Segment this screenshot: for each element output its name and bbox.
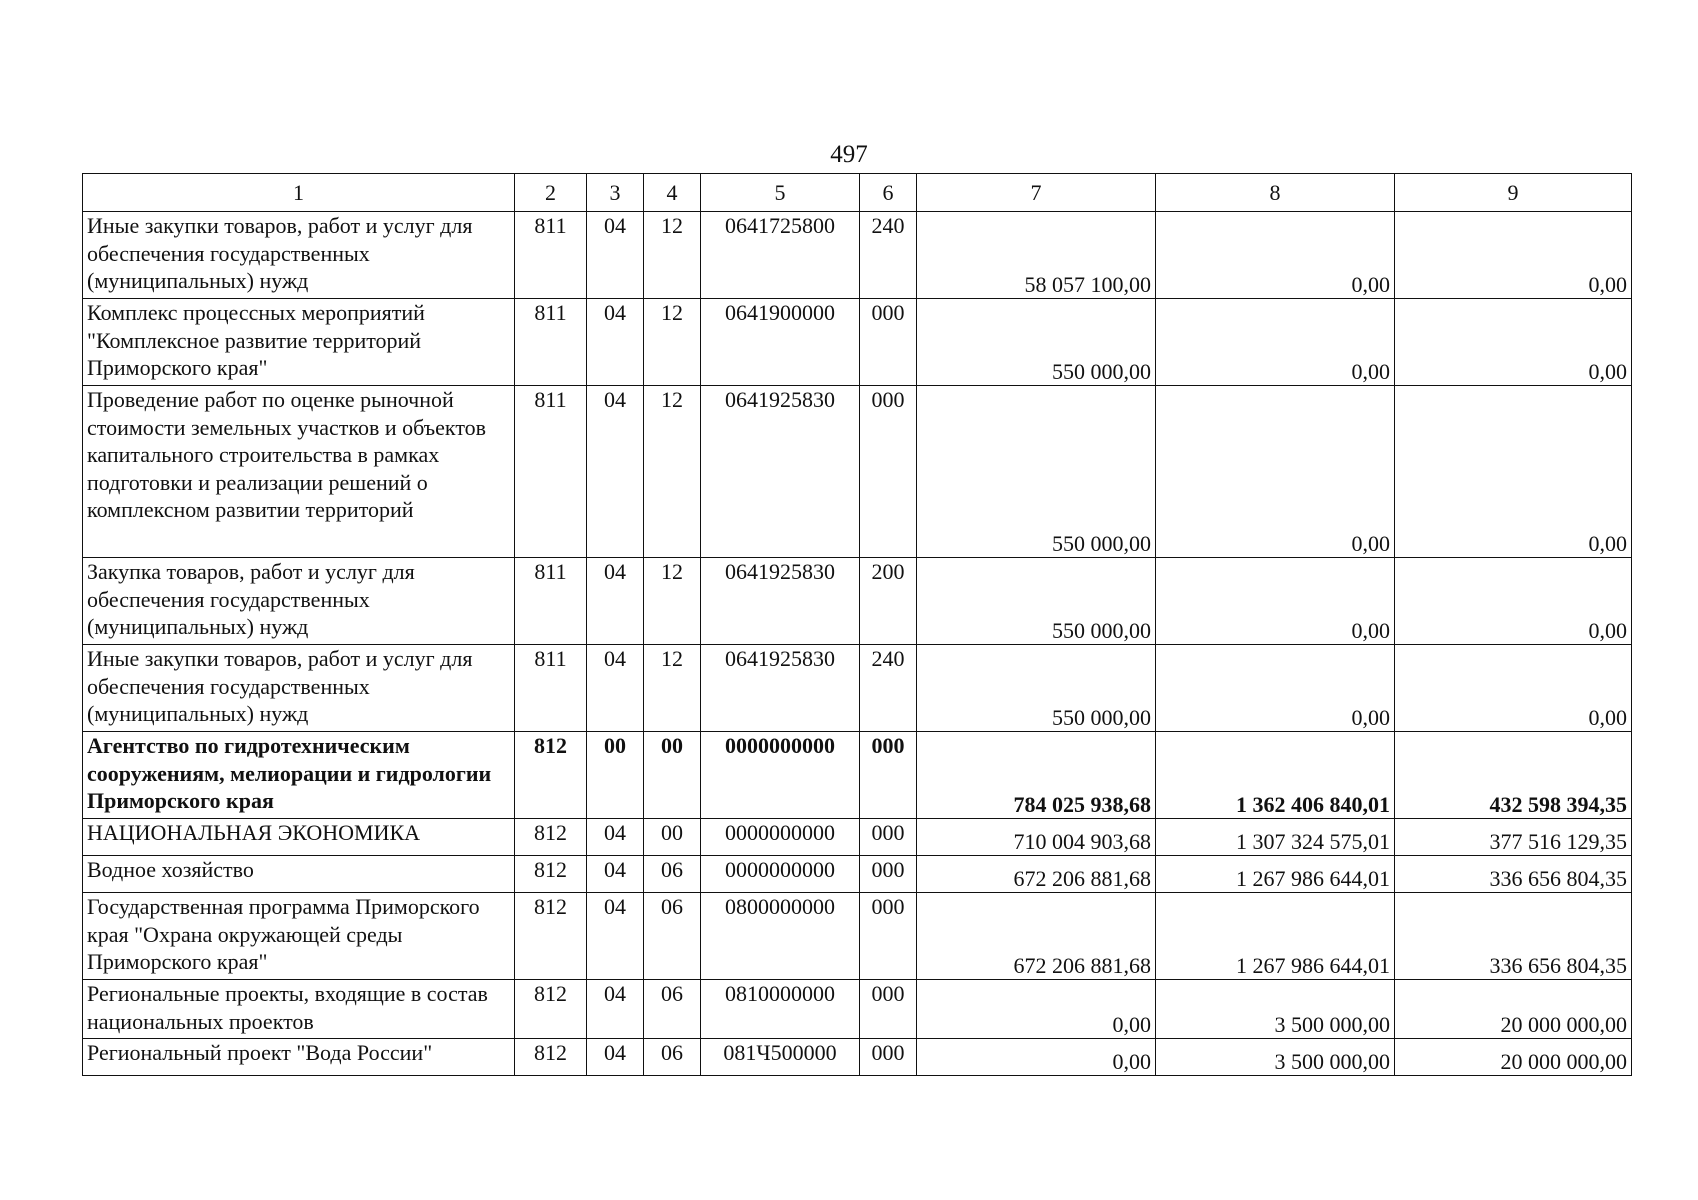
cell-code-5: 0800000000	[701, 893, 860, 980]
cell-sum-8: 1 267 986 644,01	[1156, 856, 1395, 893]
table-row	[83, 980, 1632, 1039]
cell-code-4: 06	[644, 980, 701, 1039]
cell-sum-7: 672 206 881,68	[917, 856, 1156, 893]
cell-sum-9: 0,00	[1395, 299, 1632, 386]
column-header: 6	[860, 174, 917, 212]
table-row	[83, 1039, 1632, 1076]
cell-code-6: 240	[860, 212, 917, 299]
column-header: 5	[701, 174, 860, 212]
column-header: 9	[1395, 174, 1632, 212]
cell-code-4: 00	[644, 732, 701, 819]
cell-sum-9: 0,00	[1395, 212, 1632, 299]
row-name: Иные закупки товаров, работ и услуг для обеспечения государственных (муниципальных) нужд	[83, 645, 515, 732]
cell-code-2: 812	[515, 1039, 587, 1076]
cell-code-5: 081Ч500000	[701, 1039, 860, 1076]
column-header: 2	[515, 174, 587, 212]
table-row	[83, 558, 1632, 645]
cell-code-6: 000	[860, 386, 917, 558]
cell-code-5: 0641925830	[701, 386, 860, 558]
cell-code-3: 04	[587, 1039, 644, 1076]
cell-code-2: 811	[515, 386, 587, 558]
cell-sum-9: 0,00	[1395, 645, 1632, 732]
cell-code-6: 000	[860, 732, 917, 819]
cell-sum-7: 784 025 938,68	[917, 732, 1156, 819]
cell-code-3: 04	[587, 645, 644, 732]
column-header: 4	[644, 174, 701, 212]
cell-code-5: 0641725800	[701, 212, 860, 299]
cell-code-3: 04	[587, 386, 644, 558]
cell-sum-7: 550 000,00	[917, 386, 1156, 558]
cell-code-6: 000	[860, 980, 917, 1039]
cell-sum-9: 336 656 804,35	[1395, 893, 1632, 980]
cell-sum-9: 0,00	[1395, 558, 1632, 645]
row-name: Комплекс процессных мероприятий "Комплексное развитие территорий Приморского края"	[83, 299, 515, 386]
column-header: 8	[1156, 174, 1395, 212]
cell-code-5: 0641925830	[701, 645, 860, 732]
cell-code-2: 812	[515, 819, 587, 856]
cell-sum-9: 432 598 394,35	[1395, 732, 1632, 819]
cell-sum-8: 0,00	[1156, 299, 1395, 386]
cell-code-2: 811	[515, 645, 587, 732]
table-row	[83, 212, 1632, 299]
cell-sum-8: 0,00	[1156, 645, 1395, 732]
cell-sum-8: 0,00	[1156, 558, 1395, 645]
cell-code-4: 00	[644, 819, 701, 856]
cell-sum-8: 1 362 406 840,01	[1156, 732, 1395, 819]
cell-code-3: 04	[587, 558, 644, 645]
cell-code-5: 0000000000	[701, 856, 860, 893]
cell-code-3: 04	[587, 893, 644, 980]
cell-code-6: 000	[860, 1039, 917, 1076]
cell-code-3: 04	[587, 980, 644, 1039]
row-name: Закупка товаров, работ и услуг для обеспечения государственных (муниципальных) нужд	[83, 558, 515, 645]
cell-sum-7: 550 000,00	[917, 558, 1156, 645]
cell-code-4: 06	[644, 1039, 701, 1076]
cell-code-3: 04	[587, 299, 644, 386]
cell-code-4: 12	[644, 299, 701, 386]
column-header: 7	[917, 174, 1156, 212]
row-name: Государственная программа Приморского края "Охрана окружающей среды Приморского края"	[83, 893, 515, 980]
table-row	[83, 856, 1632, 893]
table-row	[83, 893, 1632, 980]
cell-sum-9: 20 000 000,00	[1395, 1039, 1632, 1076]
row-name: Региональный проект "Вода России"	[83, 1039, 515, 1076]
cell-sum-8: 0,00	[1156, 386, 1395, 558]
cell-code-6: 200	[860, 558, 917, 645]
table-header-row	[83, 174, 1632, 212]
cell-code-6: 000	[860, 299, 917, 386]
column-header: 1	[83, 174, 515, 212]
cell-sum-7: 0,00	[917, 1039, 1156, 1076]
cell-code-5: 0641925830	[701, 558, 860, 645]
cell-code-2: 812	[515, 893, 587, 980]
table-row	[83, 386, 1632, 558]
cell-sum-8: 1 307 324 575,01	[1156, 819, 1395, 856]
page-number: 497	[830, 141, 868, 168]
cell-code-4: 12	[644, 386, 701, 558]
row-name: Водное хозяйство	[83, 856, 515, 893]
cell-sum-7: 58 057 100,00	[917, 212, 1156, 299]
cell-sum-7: 710 004 903,68	[917, 819, 1156, 856]
cell-code-5: 0641900000	[701, 299, 860, 386]
cell-sum-9: 377 516 129,35	[1395, 819, 1632, 856]
cell-code-3: 04	[587, 212, 644, 299]
row-name: Региональные проекты, входящие в состав национальных проектов	[83, 980, 515, 1039]
row-name: Проведение работ по оценке рыночной стоимости земельных участков и объектов капитального строительства в рамках подготовки и реализации решений о комплексном развитии территорий	[83, 386, 515, 558]
cell-sum-9: 0,00	[1395, 386, 1632, 558]
table-row	[83, 732, 1632, 819]
cell-code-3: 04	[587, 856, 644, 893]
cell-code-4: 06	[644, 893, 701, 980]
budget-table	[82, 173, 1632, 1076]
cell-code-2: 812	[515, 732, 587, 819]
table-row	[83, 299, 1632, 386]
cell-code-4: 12	[644, 212, 701, 299]
cell-sum-9: 20 000 000,00	[1395, 980, 1632, 1039]
cell-code-5: 0000000000	[701, 732, 860, 819]
cell-sum-8: 0,00	[1156, 212, 1395, 299]
cell-sum-7: 550 000,00	[917, 299, 1156, 386]
cell-code-2: 811	[515, 558, 587, 645]
row-name: Агентство по гидротехническим сооружениям, мелиорации и гидрологии Приморского края	[83, 732, 515, 819]
cell-code-4: 12	[644, 558, 701, 645]
cell-code-4: 12	[644, 645, 701, 732]
cell-code-5: 0000000000	[701, 819, 860, 856]
cell-code-6: 240	[860, 645, 917, 732]
column-header: 3	[587, 174, 644, 212]
cell-code-2: 811	[515, 299, 587, 386]
cell-sum-7: 0,00	[917, 980, 1156, 1039]
cell-sum-8: 3 500 000,00	[1156, 980, 1395, 1039]
cell-code-5: 0810000000	[701, 980, 860, 1039]
table-row	[83, 645, 1632, 732]
cell-sum-7: 672 206 881,68	[917, 893, 1156, 980]
cell-sum-8: 3 500 000,00	[1156, 1039, 1395, 1076]
cell-sum-8: 1 267 986 644,01	[1156, 893, 1395, 980]
cell-code-6: 000	[860, 819, 917, 856]
cell-code-6: 000	[860, 893, 917, 980]
cell-code-2: 812	[515, 856, 587, 893]
cell-code-3: 04	[587, 819, 644, 856]
cell-code-2: 812	[515, 980, 587, 1039]
row-name: Иные закупки товаров, работ и услуг для обеспечения государственных (муниципальных) нужд	[83, 212, 515, 299]
cell-sum-7: 550 000,00	[917, 645, 1156, 732]
table-row	[83, 819, 1632, 856]
cell-code-6: 000	[860, 856, 917, 893]
row-name: НАЦИОНАЛЬНАЯ ЭКОНОМИКА	[83, 819, 515, 856]
cell-code-3: 00	[587, 732, 644, 819]
cell-code-2: 811	[515, 212, 587, 299]
cell-sum-9: 336 656 804,35	[1395, 856, 1632, 893]
cell-code-4: 06	[644, 856, 701, 893]
